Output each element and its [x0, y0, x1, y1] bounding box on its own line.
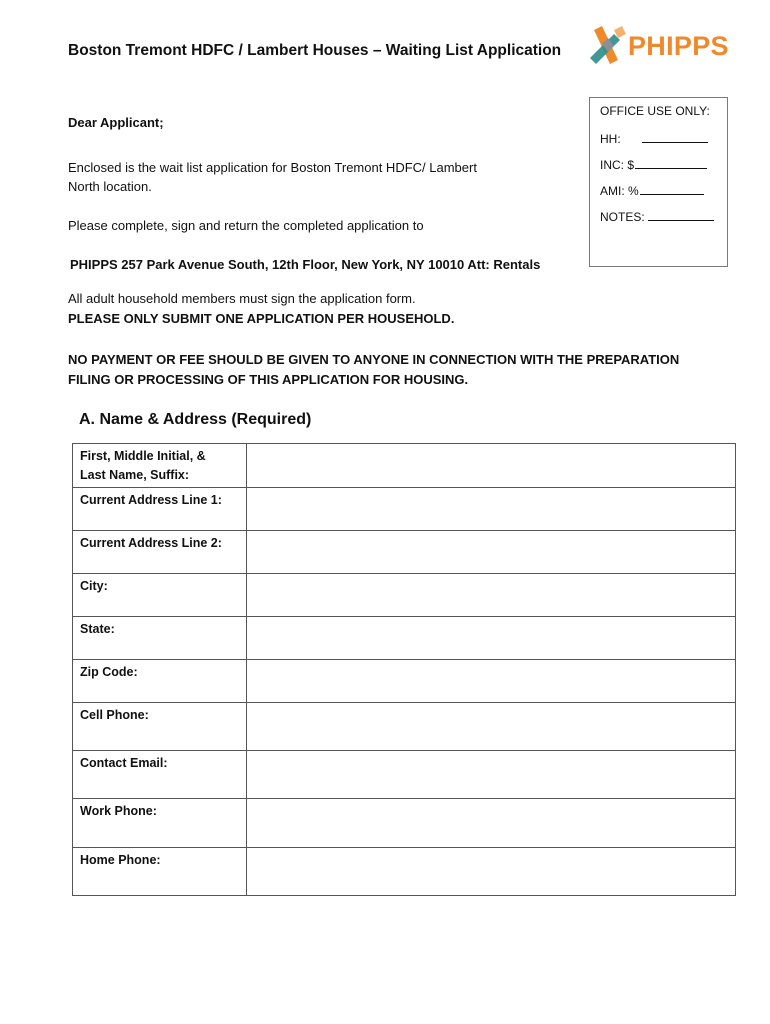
label-line: State: [80, 622, 115, 636]
home-phone-field[interactable] [247, 848, 736, 896]
table-row [73, 488, 736, 531]
ami-line [640, 183, 704, 195]
zip-code-input[interactable] [247, 660, 739, 702]
no-fee-notice-line-1: NO PAYMENT OR FEE SHOULD BE GIVEN TO ANYONE IN CONNECTION WITH THE PREPARATION [68, 352, 680, 367]
table-row [73, 703, 736, 751]
work-phone-label [73, 799, 247, 848]
zip-code-label [73, 660, 247, 703]
phipps-logo [588, 24, 728, 70]
table-row [73, 848, 736, 896]
notes-line [648, 209, 714, 221]
label-line: Current Address Line 2: [80, 536, 222, 550]
logo-wordmark: PHIPPS [628, 31, 729, 61]
work-phone-field[interactable] [247, 799, 736, 848]
state-field[interactable] [247, 617, 736, 660]
section-a-title: A. Name & Address (Required) [79, 411, 312, 428]
cell-phone-field[interactable] [247, 703, 736, 751]
table-row [73, 444, 736, 488]
label-line: City: [80, 579, 108, 593]
label-line: Last Name, Suffix: [80, 468, 190, 482]
one-application-notice: PLEASE ONLY SUBMIT ONE APPLICATION PER HOUSEHOLD. [68, 311, 455, 326]
ami-field [600, 183, 704, 198]
city-field[interactable] [247, 574, 736, 617]
return-instructions: Please complete, sign and return the completed application to [68, 218, 424, 233]
office-use-heading: OFFICE USE ONLY: [600, 104, 710, 118]
intro-line-1: Enclosed is the wait list application for Boston Tremont HDFC/ Lambert [68, 160, 477, 175]
signature-requirement: All adult household members must sign the application form. [68, 291, 416, 306]
table-row [73, 751, 736, 799]
label-line: Current Address Line 1: [80, 493, 222, 507]
cell-phone-input[interactable] [247, 703, 739, 750]
address-line-1-input[interactable] [247, 488, 739, 530]
inc-label: INC: $ [600, 158, 635, 172]
home-phone-label [73, 848, 247, 896]
contact-email-label [73, 751, 247, 799]
greeting: Dear Applicant; [68, 115, 164, 130]
home-phone-input[interactable] [247, 848, 739, 895]
office-use-box [589, 97, 728, 267]
work-phone-input[interactable] [247, 799, 739, 847]
label-line: Contact Email: [80, 756, 168, 770]
contact-email-input[interactable] [247, 751, 739, 798]
hh-field [600, 131, 708, 146]
intro-line-2: North location. [68, 179, 152, 194]
notes-field [600, 209, 714, 224]
table-row [73, 617, 736, 660]
address-line-2-label [73, 531, 247, 574]
hh-label: HH: [600, 132, 621, 146]
table-row [73, 660, 736, 703]
name-address-table [72, 443, 736, 896]
label-line: Work Phone: [80, 804, 157, 818]
page-title: Boston Tremont HDFC / Lambert Houses – Waiting List Application [68, 42, 562, 59]
label-line: Cell Phone: [80, 708, 149, 722]
city-input[interactable] [247, 574, 739, 616]
table-row [73, 574, 736, 617]
state-label [73, 617, 247, 660]
label-line: Home Phone: [80, 853, 161, 867]
address-line-2-input[interactable] [247, 531, 739, 573]
table-row [73, 799, 736, 848]
phipps-logo-mark-icon [588, 24, 628, 70]
contact-email-field[interactable] [247, 751, 736, 799]
no-fee-notice-line-2: FILING OR PROCESSING OF THIS APPLICATION FOR HOUSING. [68, 372, 469, 387]
inc-line [635, 157, 707, 169]
hh-line [642, 131, 708, 143]
label-line: Zip Code: [80, 665, 138, 679]
inc-field [600, 157, 707, 172]
cell-phone-label [73, 703, 247, 751]
full-name-field[interactable] [247, 444, 736, 488]
state-input[interactable] [247, 617, 739, 659]
address-line-2-field[interactable] [247, 531, 736, 574]
return-address: PHIPPS 257 Park Avenue South, 12th Floor, New York, NY 10010 Att: Rentals [70, 257, 541, 272]
full-name-input[interactable] [247, 444, 739, 487]
table-row [73, 531, 736, 574]
full-name-label [73, 444, 247, 488]
city-label [73, 574, 247, 617]
ami-label: AMI: % [600, 184, 639, 198]
notes-label: NOTES: [600, 210, 645, 224]
zip-code-field[interactable] [247, 660, 736, 703]
label-line: First, Middle Initial, & [80, 449, 206, 463]
address-line-1-field[interactable] [247, 488, 736, 531]
address-line-1-label [73, 488, 247, 531]
